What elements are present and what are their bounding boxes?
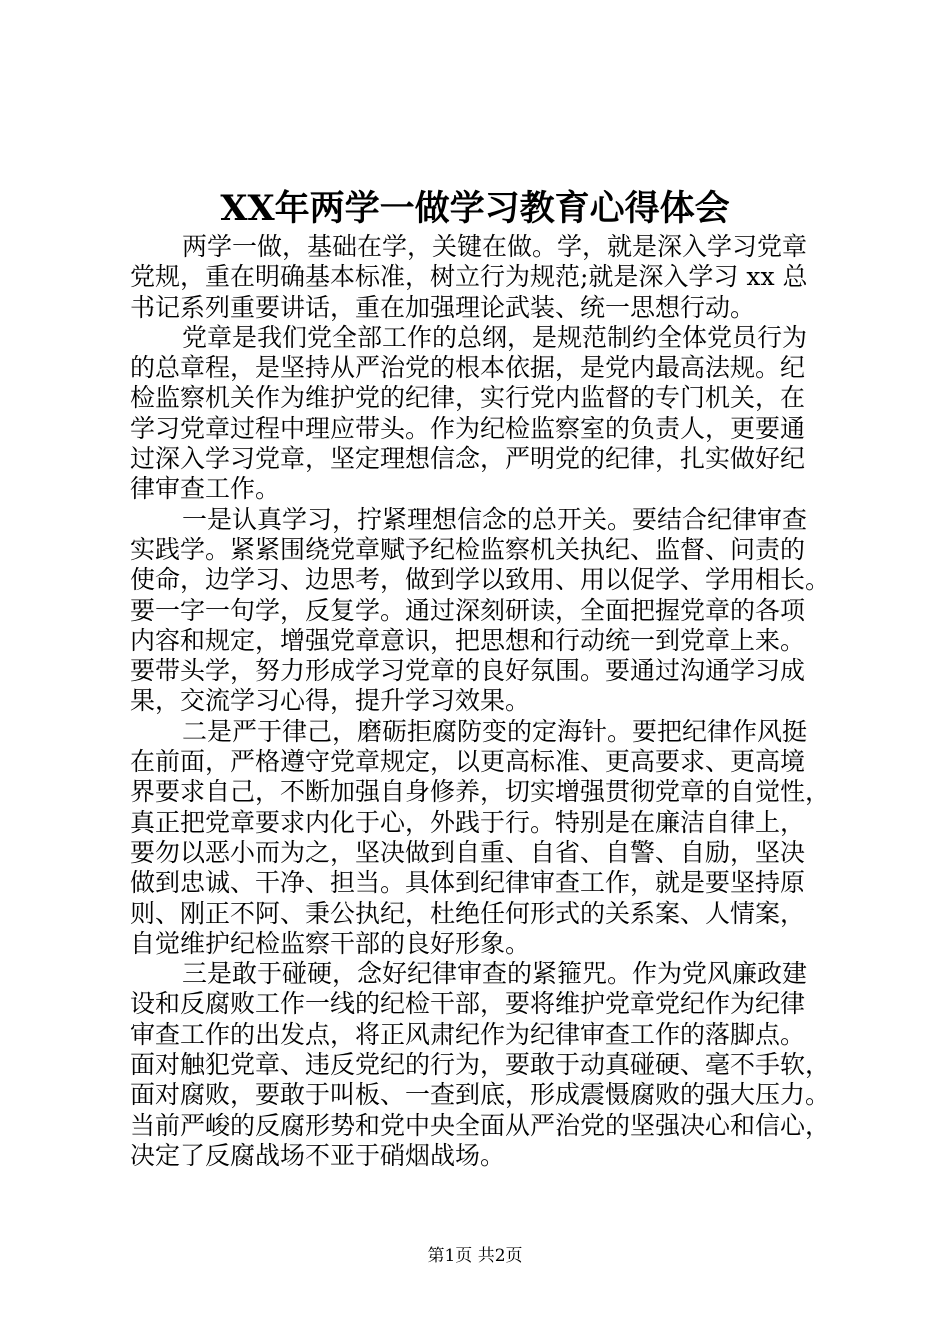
text-line: 面对触犯党章、违反党纪的行为，要敢于动真碰硬、毫不手软， — [130, 1050, 831, 1080]
text-line: 两学一做，基础在学，关键在做。学，就是深入学习党章 — [182, 232, 808, 261]
text-line: 设和反腐败工作一线的纪检干部，要将维护党章党纪作为纪律 — [130, 989, 806, 1019]
text-line: 的总章程，是坚持从严治党的根本依据，是党内最高法规。纪 — [130, 353, 806, 383]
text-line: 界要求自己，不断加强自身修养，切实增强贯彻党章的自觉性， — [130, 777, 831, 807]
text-line: 检监察机关作为维护党的纪律，实行党内监督的专门机关，在 — [130, 383, 806, 413]
paragraph-4 — [130, 717, 842, 959]
text-line: 律审查工作。 — [130, 474, 281, 504]
text-line: 做到忠诚、干净、担当。具体到纪律审查工作，就是要坚持原 — [130, 868, 806, 898]
text-line: 当前严峻的反腐形势和党中央全面从严治党的坚强决心和信心， — [130, 1110, 831, 1140]
paragraph-2 — [130, 323, 842, 505]
text-line: 决定了反腐战场不亚于硝烟战场。 — [130, 1140, 506, 1170]
text-line: 要勿以恶小而为之，坚决做到自重、自省、自警、自励，坚决 — [130, 837, 806, 867]
text-line: 学习党章过程中理应带头。作为纪检监察室的负责人，更要通 — [130, 413, 806, 443]
text-line: 党章是我们党全部工作的总纲，是规范制约全体党员行为 — [182, 322, 808, 352]
document-title: XX年两学一做学习教育心得体会 — [220, 188, 730, 229]
paragraph-5 — [130, 959, 842, 1171]
text-line: 三是敢于碰硬，念好纪律审查的紧箍咒。作为党风廉政建 — [182, 959, 808, 989]
text-line: 自觉维护纪检监察干部的良好形象。 — [130, 928, 531, 958]
text-line: 果，交流学习心得，提升学习效果。 — [130, 686, 531, 716]
text-line: 要一字一句学，反复学。通过深刻研读，全面把握党章的各项 — [130, 595, 806, 625]
text-line: 审查工作的出发点，将正风肃纪作为纪律审查工作的落脚点。 — [130, 1019, 806, 1049]
text-line: 面对腐败，要敢于叫板、一查到底，形成震慑腐败的强大压力。 — [130, 1080, 831, 1110]
text-line: 一是认真学习，拧紧理想信念的总开关。要结合纪律审查 — [182, 504, 808, 534]
text-line: 要带头学，努力形成学习党章的良好氛围。要通过沟通学习成 — [130, 656, 806, 686]
text-line: 在前面，严格遵守党章规定，以更高标准、更高要求、更高境 — [130, 747, 806, 777]
text-line: 二是严于律己，磨砺拒腐防变的定海针。要把纪律作风挺 — [182, 716, 808, 746]
text-line: 书记系列重要讲话，重在加强理论武装、统一思想行动。 — [130, 292, 756, 322]
text-line: 使命，边学习、边思考，做到学以致用、用以促学、学用相长。 — [130, 565, 831, 595]
paragraph-1 — [130, 232, 842, 323]
page-number-footer: 第1页 共2页 — [427, 1246, 523, 1266]
text-line: 则、刚正不阿、秉公执纪，杜绝任何形式的关系案、人情案， — [130, 898, 806, 928]
document-body — [130, 232, 842, 1171]
text-line: 过深入学习党章，坚定理想信念，严明党的纪律，扎实做好纪 — [130, 444, 806, 474]
text-line: 党规，重在明确基本标准，树立行为规范;就是深入学习 xx 总 — [130, 262, 808, 292]
text-line: 内容和规定，增强党章意识，把思想和行动统一到党章上来。 — [130, 625, 806, 655]
text-line: 真正把党章要求内化于心，外践于行。特别是在廉洁自律上， — [130, 807, 806, 837]
text-line: 实践学。紧紧围绕党章赋予纪检监察机关执纪、监督、问责的 — [130, 534, 806, 564]
paragraph-3 — [130, 505, 842, 717]
